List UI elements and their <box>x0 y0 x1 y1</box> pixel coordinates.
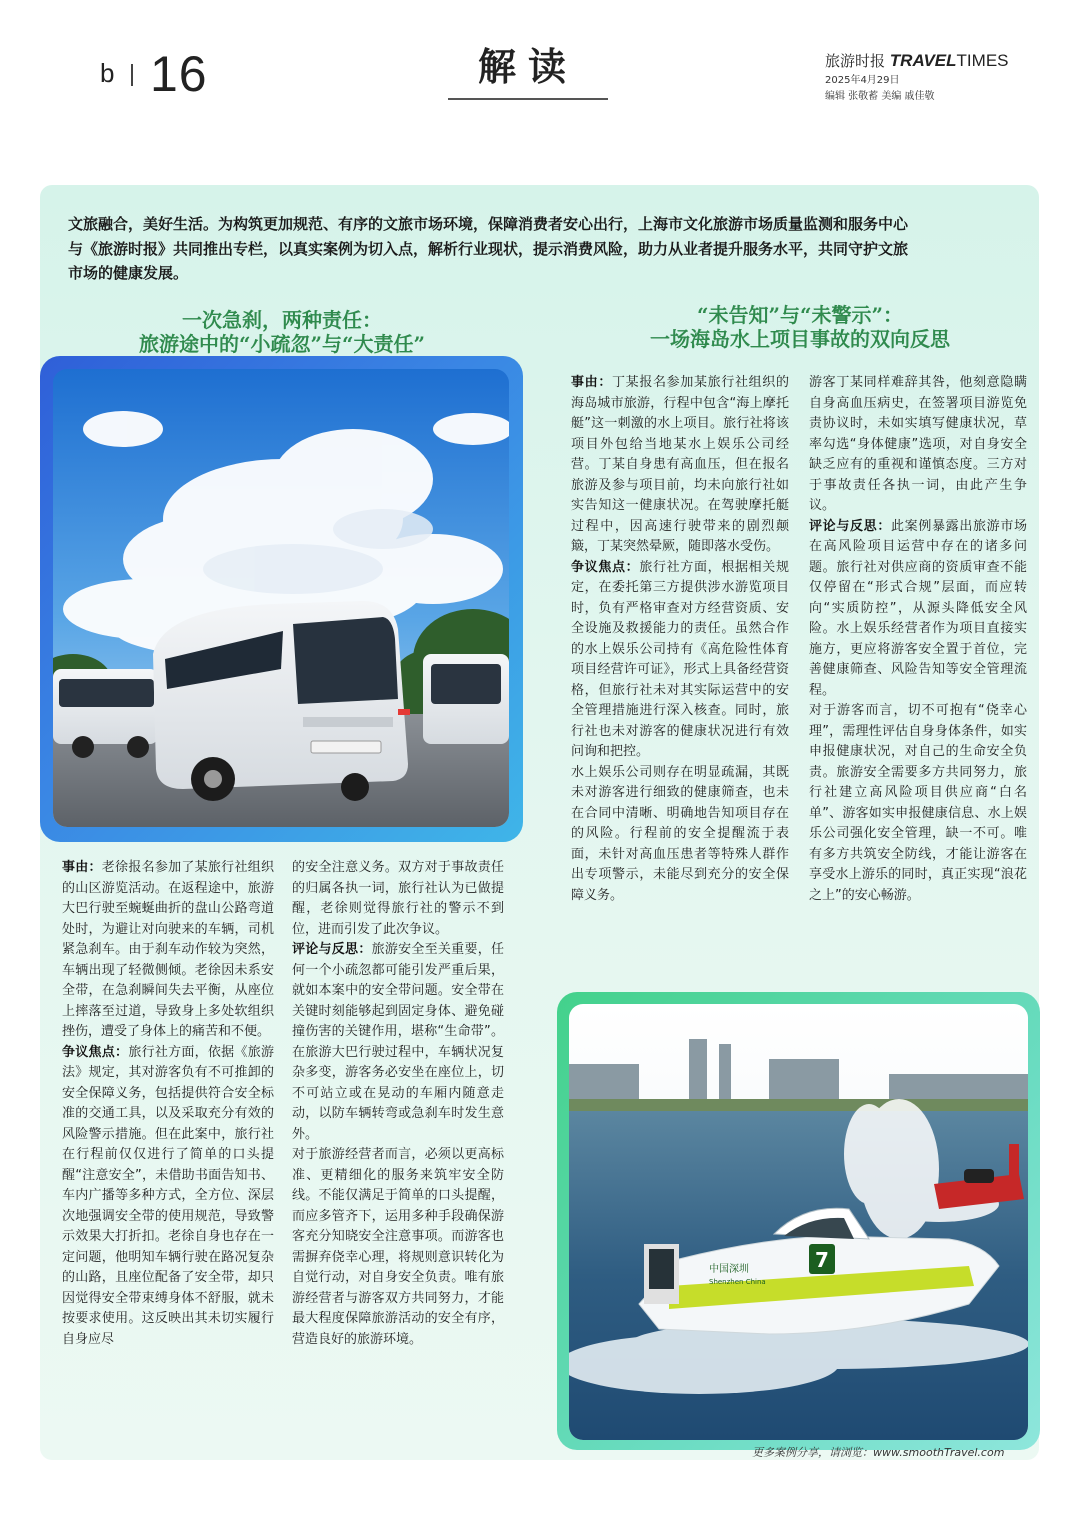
paragraph <box>292 858 504 940</box>
paragraph-text: 游客丁某同样难辞其咎，他刻意隐瞒自身高血压病史，在签署项目游览免责协议时，未如实填写健康状况，草率勾选“身体健康”选项，对自身安全缺乏应有的重视和谨慎态度。三方对于事故责任各执一词，由此产生争议。 <box>809 375 1027 513</box>
paragraph <box>62 1043 274 1351</box>
section-letter: b <box>100 58 115 88</box>
paragraph-text: 对于旅游经营者而言，必须以更高标准、更精细化的服务来筑牢安全防线。不能仅满足于简单的口头提醒，而应多管齐下，运用多种手段确保游客充分知晓安全注意事项。而游客也需摒弃侥幸心理，将规则意识转化为自觉行动，对自身安全负责。唯有旅游经营者与游客双方共同努力，才能最大程度保障旅游活动的安全有序，营造良好的旅游环境。 <box>292 1147 504 1347</box>
paragraph-text: 的安全注意义务。双方对于事故责任的归属各执一词，旅行社认为已做提醒，老徐则觉得旅行社的警示不到位，进而引发了此次争议。 <box>292 860 504 937</box>
newspaper-name-cn: 旅游时报 <box>825 52 886 70</box>
paragraph-label: 评论与反思： <box>809 518 891 534</box>
paragraph-text: 旅行社方面，根据相关规定，在委托第三方提供涉水游览项目时，负有严格审查对方经营资质、安全设施及救援能力的责任。虽然合作的水上娱乐公司持有《高危险性体育项目经营许可证》，形式上具备经营资格，但旅行社未对其实际运营中的安全管理措施进行深入核查。同时，旅行社也未对游客的健康状况进行有效问询和把控。 <box>571 559 789 759</box>
article-2-headline <box>615 303 985 351</box>
section-title: 解读 <box>477 45 578 89</box>
paragraph-text: 旅游安全至关重要，任何一个小疏忽都可能引发严重后果，就如本案中的安全带问题。安全带在关键时刻能够起到固定身体、避免碰撞伤害的关键作用，堪称“生命带”。在旅游大巴行驶过程中，车辆状况复杂多变，游客务必安坐在座位上，切不可站立或在晃动的车厢内随意走动，以防车辆转弯或急刹车时发生意外。 <box>292 942 504 1142</box>
article-1-headline <box>112 308 452 356</box>
paragraph <box>809 373 1027 517</box>
paragraph-label: 评论与反思： <box>292 942 372 957</box>
paragraph <box>571 373 789 558</box>
paragraph <box>571 763 789 907</box>
paragraph-label: 争议焦点： <box>571 559 640 575</box>
article-2-headline-line1: “未告知”与“未警示”： <box>696 303 903 327</box>
article-2-headline-line2: 一场海岛水上项目事故的双向反思 <box>650 327 950 351</box>
paragraph-text: 旅行社方面，依据《旅游法》规定，其对游客负有不可推卸的安全保障义务，包括提供符合安全标准的交通工具，以及采取充分有效的风险警示措施。但在此案中，旅行社在行程前仅仅进行了简单的口头提醒“注意安全”，未借助书面告知书、车内广播等多种方式，全方位、深层次地强调安全带的使用规范，导致警示效果大打折扣。老徐自身也存在一定问题，他明知车辆行驶在路况复杂的山路，且座位配备了安全带，却只因觉得安全带束缚身体不舒服，就未按要求使用。这反映出其未切实履行自身应尽 <box>62 1044 274 1347</box>
paragraph-text: 对于游客而言，切不可抱有“侥幸心理”，需理性评估自身身体条件，如实申报健康状况，对自己的生命安全负责。旅游安全需要多方共同努力，旅行社建立高风险项目供应商“白名单”、游客如实申报健康信息、水上娱乐公司强化安全管理，缺一不可。唯有多方共筑安全防线，才能让游客在享受水上游乐的同时，真正实现“浪花之上”的安心畅游。 <box>809 703 1027 903</box>
article-1-column-2 <box>292 858 504 1350</box>
paragraph-label: 事由： <box>62 860 102 875</box>
paragraph-text: 老徐报名参加了某旅行社组织的山区游览活动。在返程途中，旅游大巴行驶至蜿蜒曲折的盘山公路弯道处时，为避让对向驶来的车辆，司机紧急刹车。由于刹车动作较为突然，车辆出现了轻微侧倾。老徐因未系安全带，在急刹瞬间失去平衡，从座位上摔落至过道，导致身上多处软组织挫伤，遭受了身体上的痛苦和不便。 <box>62 860 274 1039</box>
paragraph <box>571 558 789 763</box>
column-intro: 文旅融合，美好生活。为构筑更加规范、有序的文旅市场环境，保障消费者安心出行，上海市文化旅游市场质量监测和服务中心与《旅游时报》共同推出专栏，以真实案例为切入点，解析行业现状，提示消费风险，助力从业者提升服务水平，共同守护文旅市场的健康发展。 <box>68 215 909 282</box>
boat-brand-en-label: Shenzhen China <box>709 1278 766 1286</box>
issue-date: 2025年4月29日 <box>825 75 900 86</box>
newspaper-name-en: TIMES <box>956 51 1009 70</box>
paragraph <box>62 858 274 1043</box>
article-2-column-2 <box>809 373 1027 906</box>
article-1-headline-line2: 旅游途中的“小疏忽”与“大责任” <box>138 332 425 356</box>
newspaper-name-en-bold: TRAVEL <box>889 51 957 70</box>
powerboat-racing-photo <box>569 1004 1028 1440</box>
article-1-headline-line1: 一次急刹，两种责任： <box>182 308 382 332</box>
paragraph <box>809 701 1027 906</box>
page-number: 16 <box>150 46 208 102</box>
section-title-rule <box>448 98 608 100</box>
paragraph-label: 事由： <box>571 375 612 390</box>
paragraph-text: 此案例暴露出旅游市场在高风险项目运营中存在的诸多问题。旅行社对供应商的资质审查不能仅停留在“形式合规”层面，而应转向“实质防控”，从源头降低安全风险。水上娱乐经营者作为项目直接实施方，更应将游客安全置于首位，完善健康筛查、风险告知等安全管理流程。 <box>809 518 1027 698</box>
boat-brand-label: 中国深圳 <box>709 1264 749 1275</box>
newspaper-name <box>825 50 1009 71</box>
editors-credit: 编辑 张敬蓄 美编 戚佳敬 <box>825 91 935 102</box>
paragraph-text: 水上娱乐公司则存在明显疏漏，其既未对游客进行细致的健康筛查，也未在合同中清晰、明确地告知项目存在的风险。行程前的安全提醒流于表面，未针对高血压患者等特殊人群作出专项警示，未能尽到充分的安全保障义务。 <box>571 764 789 903</box>
paragraph <box>809 517 1027 702</box>
paragraph <box>292 940 504 1145</box>
header-divider <box>131 64 133 86</box>
paragraph <box>292 1145 504 1350</box>
article-2-column-1 <box>571 373 789 906</box>
tour-bus-photo <box>53 369 509 827</box>
paragraph-label: 争议焦点： <box>62 1044 129 1060</box>
article-1-column-1 <box>62 858 274 1350</box>
paragraph-text: 丁某报名参加某旅行社组织的海岛城市旅游，行程中包含“海上摩托艇”这一刺激的水上项目。旅行社将该项目外包给当地某水上娱乐公司经营。丁某自身患有高血压，但在报名旅游及参与项目前，均未向旅行社如实告知这一健康状况。在驾驶摩托艇过程中，因高速行驶带来的剧烈颠簸，丁某突然晕厥，随即落水受伤。 <box>571 375 789 554</box>
footer-website-link[interactable]: 更多案例分享，请浏览：www.smoothTravel.com <box>752 1446 1005 1459</box>
boat-race-number: 7 <box>815 1248 829 1272</box>
